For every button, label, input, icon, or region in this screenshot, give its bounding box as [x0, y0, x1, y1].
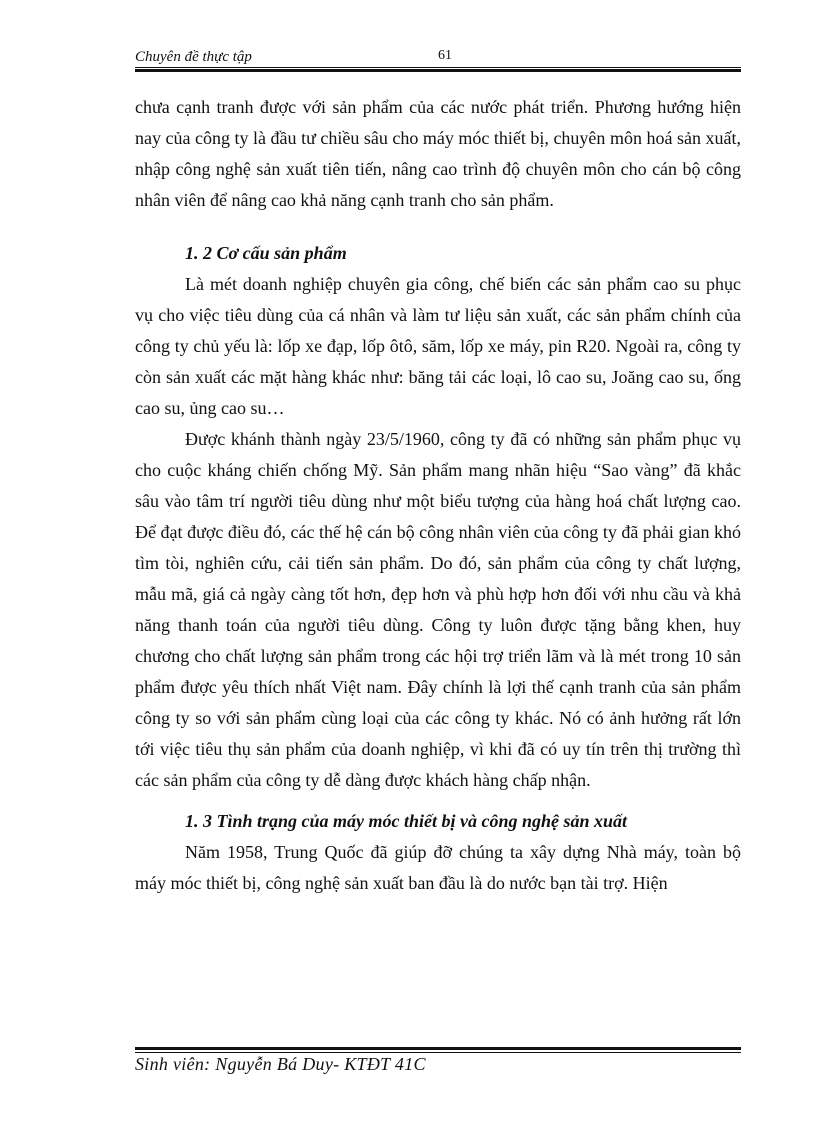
paragraph-product-structure: Là mét doanh nghiệp chuyên gia công, chế biến các sản phẩm cao su phục vụ cho việc tiêu dùng của cá nhân và làm tư liệu sản xuất, các sản phẩm chính của công ty chủ yếu là: lốp xe đạp, lốp ôtô, săm, lốp xe máy, pin R20. Ngoài ra, công ty còn sản xuất các mặt hàng khác như: băng tải các loại, lô cao su, Joăng cao su, ống cao su, ủng cao su…	[135, 274, 741, 418]
paragraph-continuation: chưa cạnh tranh được với sản phẩm của các nước phát triển. Phương hướng hiện nay của công ty là đầu tư chiều sâu cho máy móc thiết bị, chuyên môn hoá sản xuất, nhập công nghệ sản xuất tiên tiến, nâng cao trình độ chuyên môn cho cán bộ công nhân viên để nâng cao khả năng cạnh tranh cho sản phẩm.	[135, 97, 741, 210]
page-number: 61	[438, 48, 452, 63]
header-rule-thin	[135, 67, 741, 68]
section-heading-1-2: 1. 2 Cơ cấu sản phẩm	[185, 243, 347, 263]
paragraph-company-history: Được khánh thành ngày 23/5/1960, công ty đã có những sản phẩm phục vụ cho cuộc kháng chiến chống Mỹ. Sản phẩm mang nhãn hiệu “Sao vàng” đã khắc sâu vào tâm trí người tiêu dùng như một biểu tượng của hàng hoá chất lượng cao. Để đạt được điều đó, các thế hệ cán bộ công nhân viên của công ty đã phải gian khó tìm tòi, nghiên cứu, cải tiến sản phẩm. Do đó, sản phẩm của công ty chất lượng, mẫu mã, giá cả ngày càng tốt hơn, đẹp hơn và phù hợp hơn đối với nhu cầu và khả năng thanh toán của người tiêu dùng. Công ty luôn được tặng bằng khen, huy chương cho chất lượng sản phẩm trong các hội trợ triển lãm và là mét trong 10 sản phẩm được yêu thích nhất Việt nam. Đây chính là lợi thế cạnh tranh của sản phẩm công ty so với sản phẩm cùng loại của các công ty khác. Nó có ảnh hưởng rất lớn tới việc tiêu thụ sản phẩm của doanh nghiệp, vì khi đã có uy tín trên thị trường thì các sản phẩm của công ty dễ dàng được khách hàng chấp nhận.	[135, 429, 741, 790]
header-title: Chuyên đề thực tập	[135, 49, 252, 65]
footer-rule-thin	[135, 1052, 741, 1053]
section-heading-1-3: 1. 3 Tình trạng của máy móc thiết bị và công nghệ sản xuất	[185, 811, 628, 831]
document-body	[135, 92, 741, 899]
footer-rule-thick	[135, 1047, 741, 1050]
paragraph-equipment: Năm 1958, Trung Quốc đã giúp đỡ chúng ta xây dựng Nhà máy, toàn bộ máy móc thiết bị, công nghệ sản xuất ban đầu là do nước bạn tài trợ. Hiện	[135, 842, 741, 893]
header-rule-thick	[135, 69, 741, 72]
page-footer	[135, 1045, 741, 1085]
footer-student-name: Sinh viên: Nguyễn Bá Duy- KTĐT 41C	[135, 1054, 426, 1074]
page-header	[135, 48, 741, 74]
